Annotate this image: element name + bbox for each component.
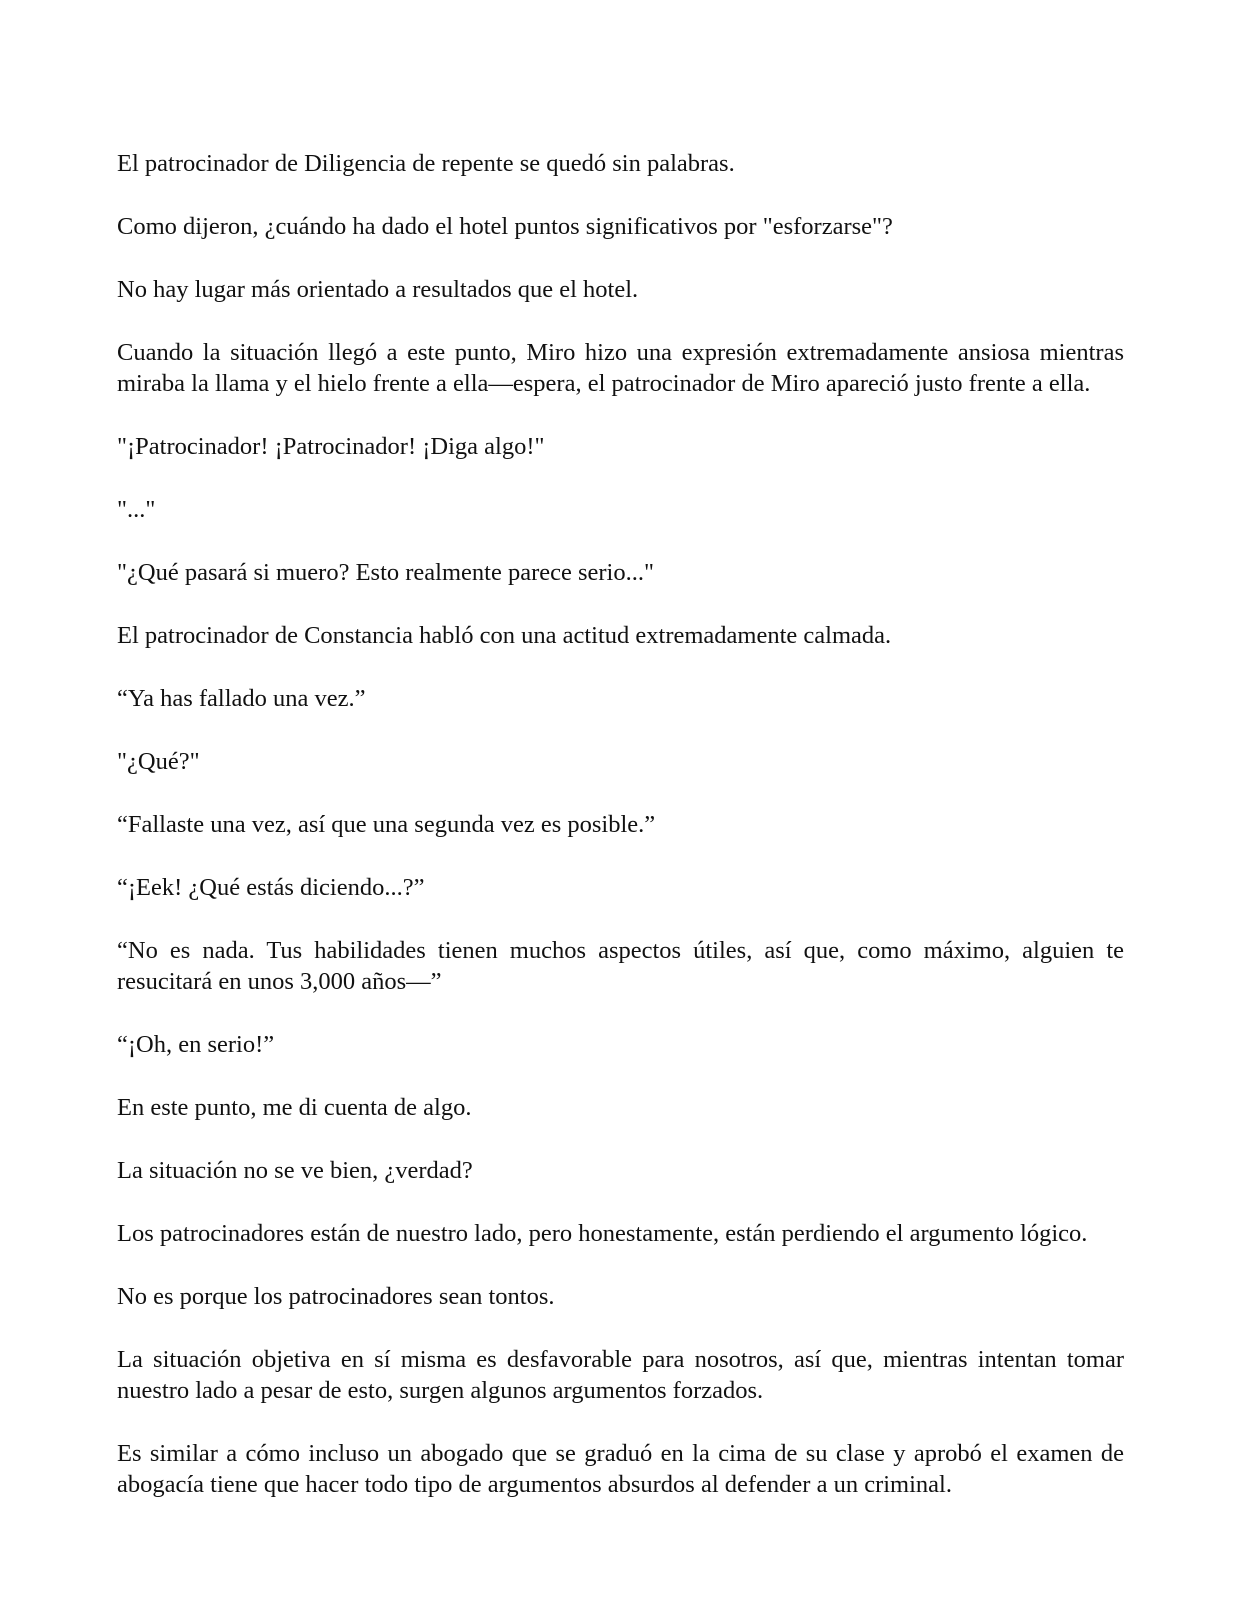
paragraph: No es porque los patrocinadores sean tontos. xyxy=(117,1283,555,1310)
paragraph: La situación objetiva en sí misma es desfavorable para nosotros, así que, mientras intentan tomar nuestro lado a pesar de esto, surgen algunos argumentos forzados. xyxy=(117,1346,1124,1404)
paragraph: “No es nada. Tus habilidades tienen muchos aspectos útiles, así que, como máximo, alguien te resucitará en unos 3,000 años—” xyxy=(117,937,1124,995)
paragraph: El patrocinador de Constancia habló con una actitud extremadamente calmada. xyxy=(117,622,892,649)
paragraph: Como dijeron, ¿cuándo ha dado el hotel puntos significativos por "esforzarse"? xyxy=(117,213,893,240)
paragraph: No hay lugar más orientado a resultados que el hotel. xyxy=(117,276,639,303)
paragraph: “¡Eek! ¿Qué estás diciendo...?” xyxy=(117,874,425,901)
paragraph: "¡Patrocinador! ¡Patrocinador! ¡Diga algo!" xyxy=(117,433,545,460)
paragraph: “¡Oh, en serio!” xyxy=(117,1031,275,1058)
paragraph: "¿Qué?" xyxy=(117,748,200,775)
paragraph: Cuando la situación llegó a este punto, Miro hizo una expresión extremadamente ansiosa mientras miraba la llama y el hielo frente a ella—espera, el patrocinador de Miro apareció justo frente a ella. xyxy=(117,339,1124,397)
paragraph: "..." xyxy=(117,496,156,523)
paragraph: En este punto, me di cuenta de algo. xyxy=(117,1094,472,1121)
paragraph: "¿Qué pasará si muero? Esto realmente parece serio..." xyxy=(117,559,654,586)
paragraph: “Ya has fallado una vez.” xyxy=(117,685,366,712)
paragraph: Los patrocinadores están de nuestro lado, pero honestamente, están perdiendo el argumento lógico. xyxy=(117,1220,1088,1247)
paragraph: El patrocinador de Diligencia de repente se quedó sin palabras. xyxy=(117,150,735,177)
paragraph: “Fallaste una vez, así que una segunda vez es posible.” xyxy=(117,811,656,838)
paragraph: Es similar a cómo incluso un abogado que se graduó en la cima de su clase y aprobó el examen de abogacía tiene que hacer todo tipo de argumentos absurdos al defender a un criminal. xyxy=(117,1440,1124,1498)
paragraph: La situación no se ve bien, ¿verdad? xyxy=(117,1157,473,1184)
